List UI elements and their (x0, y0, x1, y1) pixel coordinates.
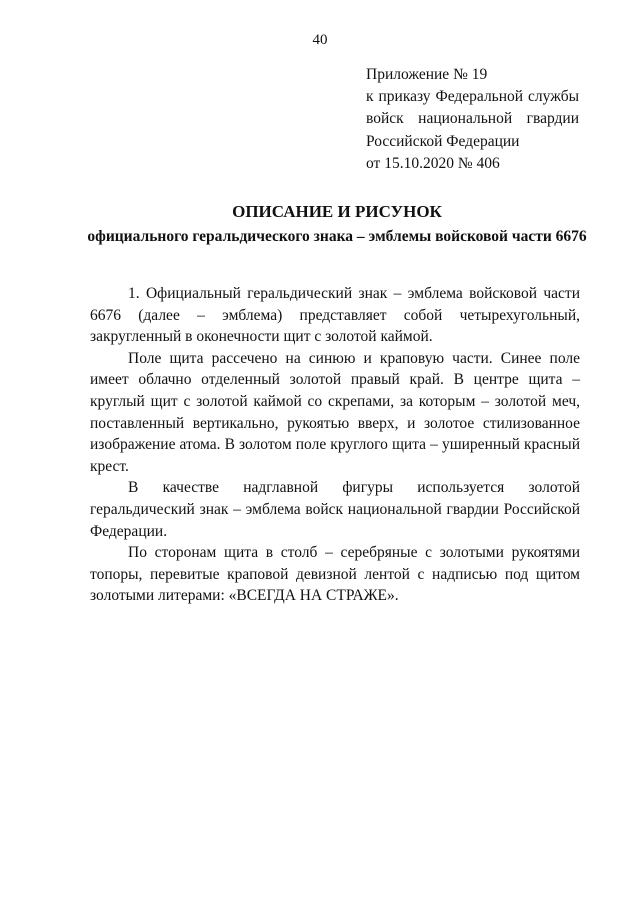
page-number: 40 (312, 32, 328, 48)
document-body (90, 283, 580, 607)
appendix-line-order: к приказу Федеральной службы (366, 88, 579, 106)
document-title: ОПИСАНИЕ И РИСУНОК (232, 202, 442, 221)
paragraph-4: По сторонам щита в столб – серебряные с золотыми рукоятями топоры, перевитые краповой девизной лентой с надписью под щитом золотыми литерами: «ВСЕГДА НА СТРАЖЕ». (90, 544, 580, 605)
paragraph-3: В качестве надглавной фигуры используется золотой геральдический знак – эмблема войск национальной гвардии Российской Федерации. (90, 479, 580, 540)
appendix-line-date: от 15.10.2020 № 406 (366, 154, 500, 172)
document-subtitle: официального геральдического знака – эмблемы войсковой части 6676 (87, 228, 587, 245)
appendix-line-service: войск национальной гвардии (366, 110, 579, 128)
paragraph-2: Поле щита рассечено на синюю и краповую части. Синее поле имеет облачно отделенный золотой правый край. В центре щита – круглый щит с золотой каймой со скрепами, за которым – золотой меч, поставленный вертикально, рукоятью вверх, и золотое стилизованное изображение атома. В золотом поле круглого щита – уширенный красный крест. (90, 349, 580, 475)
paragraph-1: 1. Официальный геральдический знак – эмблема войсковой части 6676 (далее – эмблема) представляет собой четырехугольный, закругленный в оконечности щит с золотой каймой. (90, 285, 580, 346)
appendix-header (366, 64, 579, 175)
appendix-line-federation: Российской Федерации (366, 132, 520, 150)
appendix-line-number: Приложение № 19 (366, 66, 488, 83)
